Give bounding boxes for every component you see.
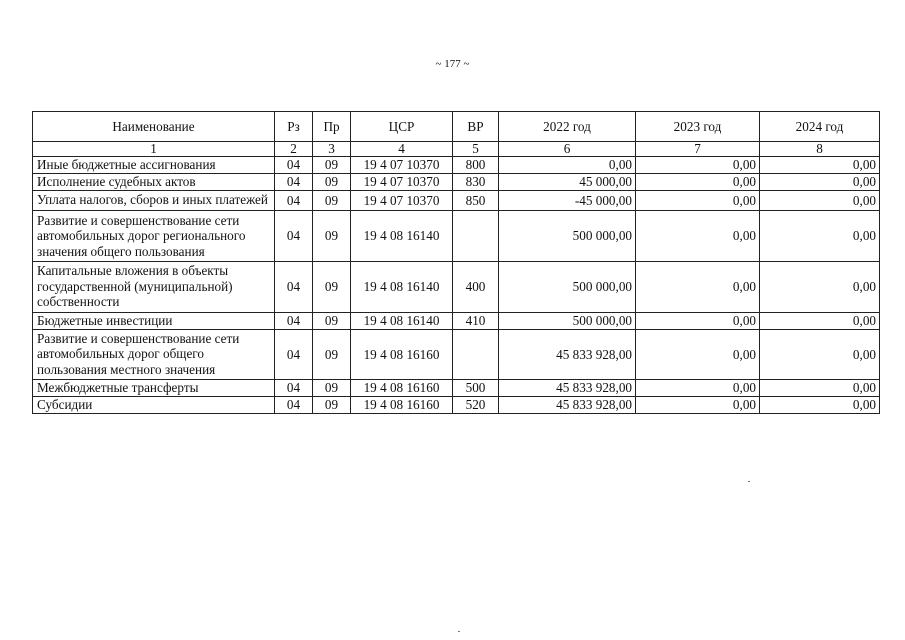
table-row [33,262,880,313]
row-amount-2022: 45 000,00 [499,174,636,191]
row-csr: 19 4 08 16140 [351,262,453,313]
column-number: 6 [499,142,636,157]
header-name: Наименование [33,112,275,142]
row-amount-2024: 0,00 [760,380,880,397]
row-amount-2023: 0,00 [636,210,760,262]
row-name: Бюджетные инвестиции [33,312,275,329]
row-amount-2022: 500 000,00 [499,312,636,329]
row-amount-2024: 0,00 [760,191,880,211]
table-row [33,380,880,397]
row-csr: 19 4 08 16160 [351,329,453,380]
row-rz: 04 [275,329,313,380]
row-vr: 520 [453,397,499,414]
row-pr: 09 [313,174,351,191]
row-name: Субсидии [33,397,275,414]
row-rz: 04 [275,380,313,397]
row-rz: 04 [275,191,313,211]
row-name: Капитальные вложения в объекты государственной (муниципальной) собственности [33,262,275,313]
row-amount-2024: 0,00 [760,397,880,414]
row-pr: 09 [313,397,351,414]
row-amount-2022: 45 833 928,00 [499,397,636,414]
column-number: 2 [275,142,313,157]
row-pr: 09 [313,157,351,174]
row-name: Развитие и совершенствование сети автомобильных дорог общего пользования местного значения [33,329,275,380]
row-name: Уплата налогов, сборов и иных платежей [33,191,275,211]
row-amount-2023: 0,00 [636,312,760,329]
column-number-row [33,142,880,157]
row-amount-2022: 500 000,00 [499,262,636,313]
row-csr: 19 4 08 16140 [351,312,453,329]
row-rz: 04 [275,262,313,313]
table-row [33,174,880,191]
row-amount-2024: 0,00 [760,329,880,380]
column-number: 5 [453,142,499,157]
row-vr: 800 [453,157,499,174]
row-amount-2023: 0,00 [636,191,760,211]
header-2023: 2023 год [636,112,760,142]
row-pr: 09 [313,262,351,313]
header-2024: 2024 год [760,112,880,142]
budget-table [32,111,880,414]
column-number: 8 [760,142,880,157]
row-amount-2023: 0,00 [636,380,760,397]
row-amount-2022: 45 833 928,00 [499,380,636,397]
row-csr: 19 4 07 10370 [351,157,453,174]
row-csr: 19 4 07 10370 [351,191,453,211]
row-pr: 09 [313,329,351,380]
row-rz: 04 [275,210,313,262]
table-row [33,210,880,262]
row-rz: 04 [275,157,313,174]
row-amount-2023: 0,00 [636,262,760,313]
row-pr: 09 [313,191,351,211]
header-row [33,112,880,142]
row-rz: 04 [275,397,313,414]
row-vr: 500 [453,380,499,397]
row-rz: 04 [275,174,313,191]
row-name: Иные бюджетные ассигнования [33,157,275,174]
column-number: 1 [33,142,275,157]
header-pr: Пр [313,112,351,142]
row-vr: 830 [453,174,499,191]
row-amount-2023: 0,00 [636,397,760,414]
row-name: Межбюджетные трансферты [33,380,275,397]
row-amount-2022: -45 000,00 [499,191,636,211]
row-amount-2024: 0,00 [760,262,880,313]
row-vr [453,210,499,262]
row-rz: 04 [275,312,313,329]
row-csr: 19 4 08 16160 [351,380,453,397]
row-vr: 410 [453,312,499,329]
row-name: Исполнение судебных актов [33,174,275,191]
row-vr: 850 [453,191,499,211]
table-row [33,157,880,174]
row-amount-2024: 0,00 [760,210,880,262]
row-vr: 400 [453,262,499,313]
table-row [33,397,880,414]
scan-speck [748,481,750,482]
column-number: 4 [351,142,453,157]
page-number: ~ 177 ~ [435,58,470,70]
column-number: 3 [313,142,351,157]
scan-speck [458,631,460,632]
row-amount-2022: 45 833 928,00 [499,329,636,380]
row-amount-2024: 0,00 [760,174,880,191]
row-amount-2022: 0,00 [499,157,636,174]
row-csr: 19 4 07 10370 [351,174,453,191]
header-rz: Рз [275,112,313,142]
row-amount-2024: 0,00 [760,312,880,329]
row-pr: 09 [313,380,351,397]
header-csr: ЦСР [351,112,453,142]
row-name: Развитие и совершенствование сети автомобильных дорог регионального значения общего пользования [33,210,275,262]
row-pr: 09 [313,312,351,329]
row-amount-2023: 0,00 [636,174,760,191]
row-csr: 19 4 08 16160 [351,397,453,414]
row-amount-2023: 0,00 [636,157,760,174]
column-number: 7 [636,142,760,157]
header-vr: ВР [453,112,499,142]
row-amount-2023: 0,00 [636,329,760,380]
table-row [33,312,880,329]
row-pr: 09 [313,210,351,262]
row-amount-2024: 0,00 [760,157,880,174]
row-vr [453,329,499,380]
row-amount-2022: 500 000,00 [499,210,636,262]
table-row [33,329,880,380]
row-csr: 19 4 08 16140 [351,210,453,262]
table-row [33,191,880,211]
header-2022: 2022 год [499,112,636,142]
